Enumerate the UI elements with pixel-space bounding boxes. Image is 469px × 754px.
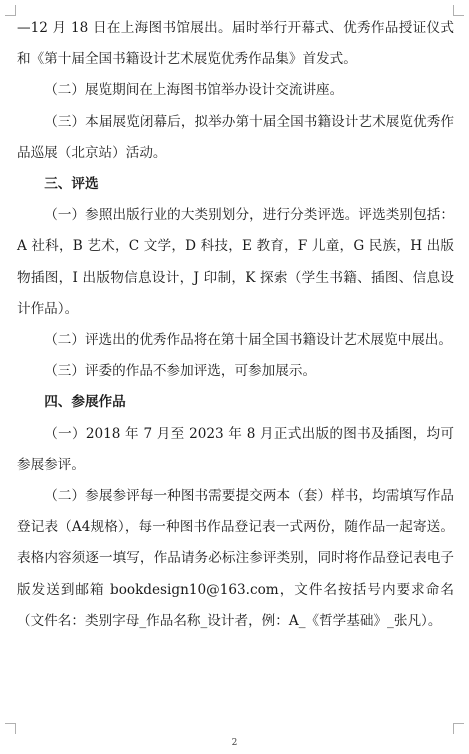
body-paragraph: —12 月 18 日在上海图书馆展出。届时举行开幕式、优秀作品授证仪式和《第十届全国书籍设计艺术展览优秀作品集》首发式。 [17, 20, 454, 68]
margin-corner-top-right [453, 5, 464, 16]
body-paragraph: （二）评选出的优秀作品将在第十届全国书籍设计艺术展览中展出。 [44, 332, 452, 349]
page-number: 2 [231, 738, 238, 748]
document-body [17, 13, 454, 637]
margin-corner-bottom-left [5, 723, 16, 734]
body-paragraph: （二）展览期间在上海图书馆举办设计交流讲座。 [44, 82, 344, 99]
body-paragraph: （一）参照出版行业的大类别划分，进行分类评选。评选类别包括：A 社科，B 艺术，C 文学，D 科技，E 教育，F 儿童，G 民族，H 出版物插图，I 出版物信息设计，J 印制，K 探索（学生书籍、插图、信息设计作品）。 [17, 207, 454, 317]
body-paragraph: （一）2018 年 7 月至 2023 年 8 月正式出版的图书及插图，均可参展参评。 [17, 425, 454, 473]
body-paragraph: （三）本届展览闭幕后，拟举办第十届全国书籍设计艺术展览优秀作品巡展（北京站）活动。 [17, 113, 454, 161]
body-paragraph: （三）评委的作品不参加评选，可参加展示。 [44, 363, 317, 380]
margin-corner-bottom-right [453, 723, 464, 734]
body-paragraph: （二）参展参评每一种图书需要提交两本（套）样书，均需填写作品登记表（A4规格），每一种图书作品登记表一式两份，随作品一起寄送。表格内容须逐一填写，作品请务必标注参评类别，同时将作品登记表电子版发送到邮箱 bookdesign10@163.com，文件名按括号内要求命名（文件名：类别字母_作品名称_设计者，例：A_《哲学基础》_张凡）。 [17, 488, 454, 629]
section-heading: 四、参展作品 [44, 394, 126, 411]
margin-corner-top-left [5, 5, 16, 16]
section-heading: 三、评选 [44, 176, 99, 193]
